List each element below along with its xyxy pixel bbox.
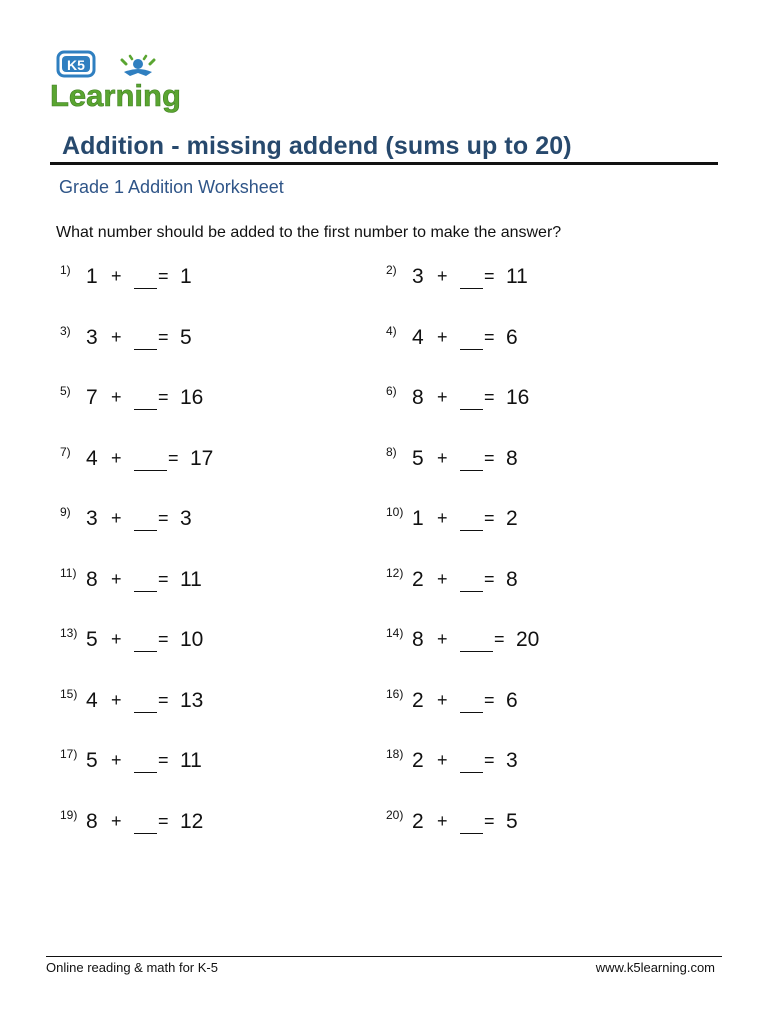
problem-item	[386, 626, 686, 658]
equals-sign: =	[158, 750, 169, 770]
first-addend: 3	[86, 325, 98, 349]
missing-addend-blank[interactable]	[460, 772, 483, 773]
problem-number: 5)	[60, 384, 71, 398]
sum-value: 8	[506, 446, 518, 470]
plus-sign: +	[111, 568, 122, 589]
first-addend: 2	[412, 567, 424, 591]
equals-sign: =	[158, 266, 169, 286]
missing-addend-blank[interactable]	[460, 530, 483, 531]
problem-item	[386, 566, 686, 598]
problem-number: 1)	[60, 263, 71, 277]
sum-value: 10	[180, 628, 204, 651]
equals-sign: =	[484, 689, 495, 710]
equals-sign: =	[484, 750, 495, 770]
sum-value: 3	[180, 507, 192, 530]
problem-number: 13)	[60, 626, 78, 640]
problem-number: 20)	[386, 807, 404, 822]
missing-addend-blank[interactable]	[134, 349, 157, 350]
problem-number: 6)	[386, 384, 397, 398]
problem-item	[386, 263, 686, 295]
equals-sign: =	[484, 508, 495, 528]
sum-value: 1	[180, 265, 192, 288]
first-addend: 1	[412, 507, 424, 530]
plus-sign: +	[111, 508, 122, 528]
equals-sign: =	[484, 810, 495, 831]
problem-number: 19)	[60, 807, 78, 822]
equals-sign: =	[484, 266, 495, 286]
problem-number: 16)	[386, 686, 404, 701]
problem-item	[60, 566, 360, 598]
problem-number: 12)	[386, 565, 404, 580]
sum-value: 6	[506, 688, 518, 712]
missing-addend-blank[interactable]	[134, 470, 167, 471]
problem-item	[60, 263, 360, 295]
first-addend: 4	[412, 325, 424, 349]
problem-number: 2)	[386, 263, 397, 277]
equals-sign: =	[484, 326, 495, 347]
footer-tagline: Online reading & math for K-5	[46, 960, 218, 975]
missing-addend-blank[interactable]	[460, 591, 483, 592]
plus-sign: +	[437, 447, 448, 468]
sum-value: 11	[180, 567, 202, 591]
sum-value: 5	[180, 325, 192, 349]
problem-number: 10)	[386, 505, 404, 519]
first-addend: 2	[412, 749, 424, 772]
sum-value: 11	[506, 265, 528, 288]
problem-number: 18)	[386, 747, 404, 761]
problem-item	[60, 808, 360, 840]
missing-addend-blank[interactable]	[460, 288, 483, 289]
footer-website: www.k5learning.com	[595, 960, 715, 975]
sum-value: 11	[180, 749, 202, 772]
plus-sign: +	[111, 810, 122, 831]
equals-sign: =	[484, 568, 495, 589]
problem-number: 17)	[60, 747, 78, 761]
plus-sign: +	[111, 266, 122, 286]
problem-number: 14)	[386, 626, 404, 640]
first-addend: 8	[86, 809, 98, 833]
equals-sign: =	[158, 387, 169, 407]
problem-number: 9)	[60, 505, 71, 519]
plus-sign: +	[111, 629, 122, 649]
missing-addend-blank[interactable]	[460, 651, 493, 652]
plus-sign: +	[437, 689, 448, 710]
missing-addend-blank[interactable]	[134, 772, 157, 773]
plus-sign: +	[111, 387, 122, 407]
equals-sign: =	[158, 568, 169, 589]
plus-sign: +	[437, 629, 448, 649]
first-addend: 1	[86, 265, 98, 288]
problem-item	[60, 505, 360, 537]
first-addend: 2	[412, 688, 424, 712]
problem-item	[60, 384, 360, 416]
missing-addend-blank[interactable]	[134, 712, 157, 713]
sum-value: 2	[506, 507, 518, 530]
first-addend: 4	[86, 688, 98, 712]
first-addend: 8	[412, 386, 424, 409]
problem-item	[60, 687, 360, 719]
svg-text:K5: K5	[67, 57, 85, 73]
k5-learning-logo	[46, 46, 196, 116]
plus-sign: +	[437, 326, 448, 347]
problem-item	[386, 808, 686, 840]
equals-sign: =	[158, 326, 169, 347]
equals-sign: =	[484, 447, 495, 468]
problem-item	[386, 445, 686, 477]
equals-sign: =	[158, 810, 169, 831]
missing-addend-blank[interactable]	[134, 591, 157, 592]
missing-addend-blank[interactable]	[134, 409, 157, 410]
missing-addend-blank[interactable]	[134, 651, 157, 652]
missing-addend-blank[interactable]	[134, 833, 157, 834]
sum-value: 3	[506, 749, 518, 772]
problem-number: 11)	[60, 565, 77, 580]
plus-sign: +	[437, 568, 448, 589]
worksheet-title: Addition - missing addend (sums up to 20)	[62, 132, 572, 160]
plus-sign: +	[111, 326, 122, 347]
problem-item	[60, 445, 360, 477]
problem-item	[60, 626, 360, 658]
equals-sign: =	[484, 387, 495, 407]
first-addend: 8	[412, 628, 424, 651]
instructions-text: What number should be added to the first number to make the answer?	[56, 224, 562, 241]
sum-value: 16	[180, 386, 204, 409]
footer-divider	[46, 956, 722, 957]
k5-badge-icon	[58, 52, 94, 76]
first-addend: 4	[86, 446, 98, 470]
sum-value: 5	[506, 809, 518, 833]
problem-item	[60, 747, 360, 779]
missing-addend-blank[interactable]	[134, 530, 157, 531]
missing-addend-blank[interactable]	[460, 409, 483, 410]
missing-addend-blank[interactable]	[460, 470, 483, 471]
worksheet-subtitle: Grade 1 Addition Worksheet	[59, 177, 284, 197]
plus-sign: +	[111, 447, 122, 468]
plus-sign: +	[111, 689, 122, 710]
star-figure-icon	[122, 56, 154, 76]
problem-number: 4)	[386, 323, 397, 338]
missing-addend-blank[interactable]	[460, 712, 483, 713]
problem-number: 3)	[60, 323, 71, 338]
problem-number: 7)	[60, 444, 71, 459]
problem-item	[386, 384, 686, 416]
title-divider	[50, 162, 718, 165]
sum-value: 17	[190, 446, 214, 470]
plus-sign: +	[437, 266, 448, 286]
problem-item	[386, 687, 686, 719]
sum-value: 13	[180, 688, 204, 712]
first-addend: 2	[412, 809, 424, 833]
equals-sign: =	[158, 689, 169, 710]
equals-sign: =	[168, 447, 179, 468]
sum-value: 12	[180, 809, 204, 833]
equals-sign: =	[494, 629, 505, 649]
first-addend: 8	[86, 567, 98, 591]
problem-item	[386, 747, 686, 779]
first-addend: 3	[86, 507, 98, 530]
plus-sign: +	[437, 508, 448, 528]
missing-addend-blank[interactable]	[460, 349, 483, 350]
plus-sign: +	[437, 810, 448, 831]
sum-value: 8	[506, 567, 518, 591]
problem-item	[386, 505, 686, 537]
sum-value: 16	[506, 386, 530, 409]
equals-sign: =	[158, 508, 169, 528]
missing-addend-blank[interactable]	[460, 833, 483, 834]
equals-sign: =	[158, 629, 169, 649]
problem-item	[60, 324, 360, 356]
sum-value: 20	[516, 628, 540, 651]
first-addend: 5	[412, 446, 424, 470]
missing-addend-blank[interactable]	[134, 288, 157, 289]
sum-value: 6	[506, 325, 518, 349]
problem-number: 8)	[386, 444, 397, 459]
plus-sign: +	[437, 750, 448, 770]
plus-sign: +	[437, 387, 448, 407]
problem-item	[386, 324, 686, 356]
first-addend: 5	[86, 749, 98, 772]
plus-sign: +	[111, 750, 122, 770]
first-addend: 5	[86, 628, 98, 651]
first-addend: 7	[86, 386, 98, 409]
problem-number: 15)	[60, 686, 78, 701]
first-addend: 3	[412, 265, 424, 288]
logo-word: Learning	[50, 78, 181, 113]
